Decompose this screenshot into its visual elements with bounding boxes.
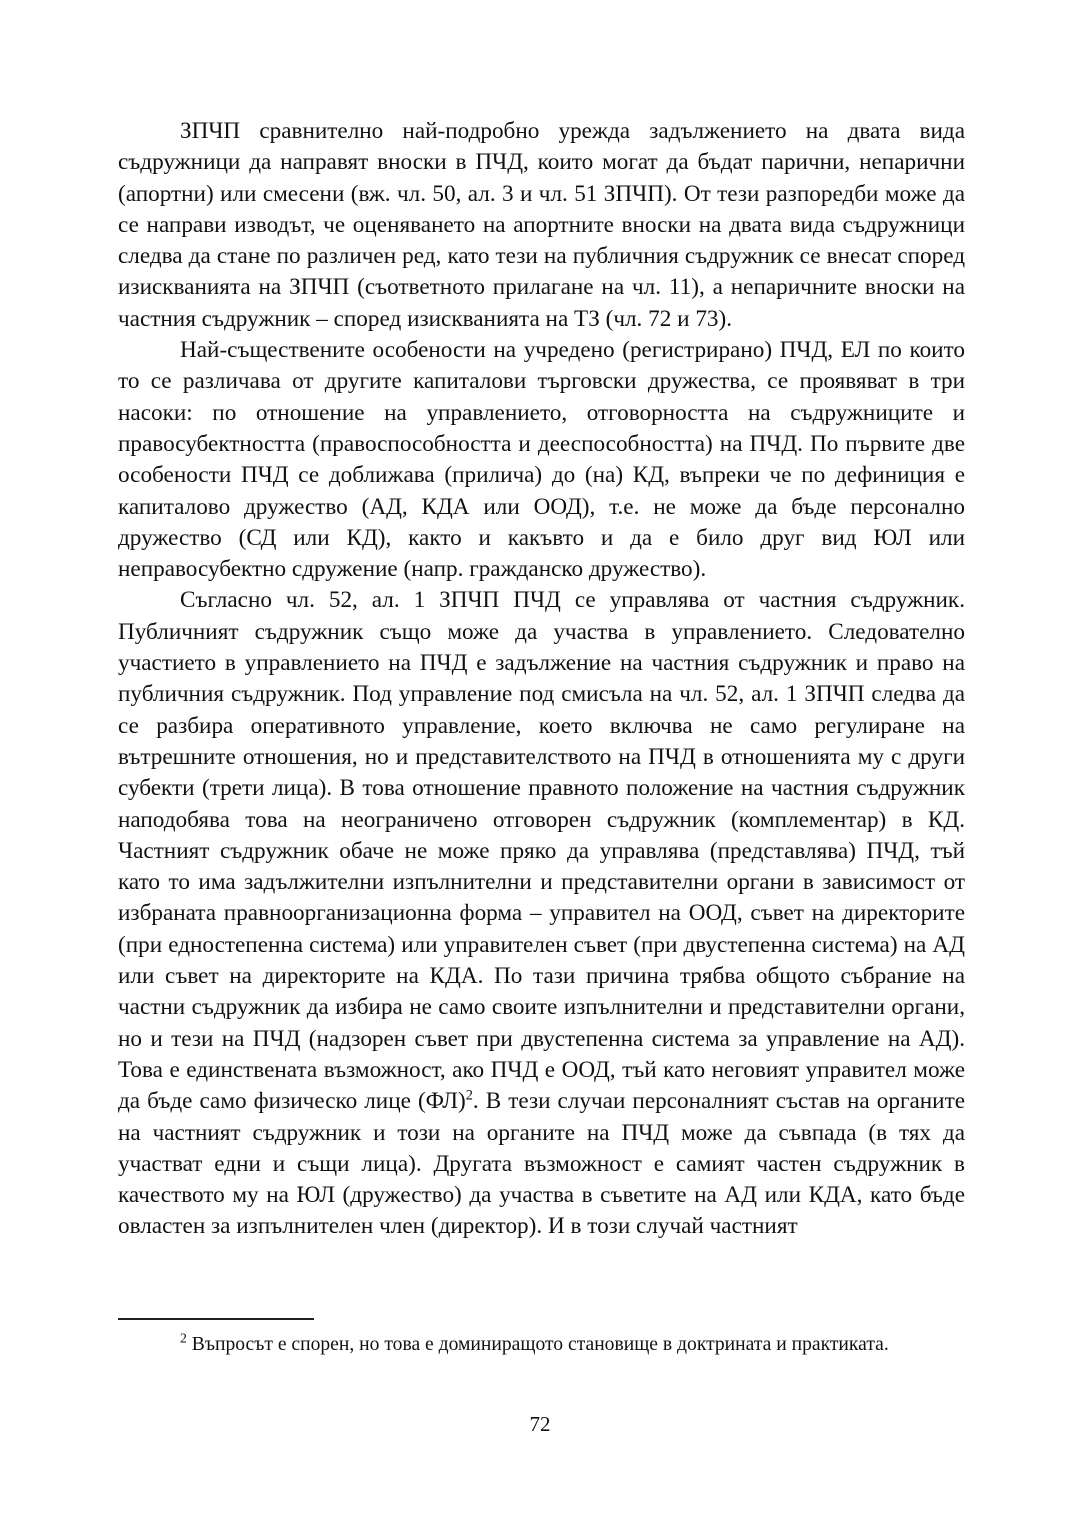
footnote-reference[interactable]: 2: [465, 1087, 473, 1104]
paragraph-3-text-before-note: Съгласно чл. 52, ал. 1 ЗПЧП ПЧД се управлява от частния съдружник. Публичният съдружник също може да участва в управлението. Следователно участието в управлението на ПЧД е задължение на частния съдружник и право на публичния съдружник. Под управление под смисъла на чл. 52, ал. 1 ЗПЧП следва да се разбира оперативното управление, което включва не само регулиране на вътрешните отношения, но и представителството на ПЧД в отношенията му с други субекти (трети лица). В това отношение правното положение на частния съдружник наподобява това на неограничено отговорен съдружник (комплементар) в КД. Частният съдружник обаче не може пряко да управлява (представлява) ПЧД, тъй като то има задължителни изпълнителни и представителни органи в зависимост от избраната правноорганизационна форма – управител на ООД, съвет на директорите (при едностепенна система) или управителен съвет (при двустепенна система) на АД или съвет на директорите на КДА. По тази причина трябва общото събрание на частни съдружник да избира не само своите изпълнителни и представителни органи, но и тези на ПЧД (надзорен съвет при двустепенна система за управление на АД). Това е единствената възможност, ако ПЧД е ООД, тъй като неговият управител може да бъде само физическо лице (ФЛ): [118, 587, 965, 1115]
footnote-text: Въпросът е спорен, но това е доминиращото становище в доктрината и практиката.: [186, 1334, 889, 1355]
paragraph-3-text-after-note: . В тези случаи персоналният състав на органите на частният съдружник и този на органите на ПЧД може да съвпада (в тях да участват едни и същи лица). Другата възможност е самият частен съдружник в качеството му на ЮЛ (дружество) да участва в съветите на АД или КДА, като бъде овластен за изпълнителен член (директор). И в този случай частният: [118, 1088, 965, 1240]
page-number: 72: [529, 1412, 551, 1436]
footnote: [118, 1331, 965, 1358]
main-text: [118, 116, 965, 1243]
paragraph-1: ЗПЧП сравнително най-подробно урежда задължението на двата вида съдружници да направят вноски в ПЧД, които могат да бъдат парични, непарични (апортни) или смесени (вж. чл. 50, ал. 3 и чл. 51 ЗПЧП). От тези разпоредби може да се направи изводът, че оценяването на апортните вноски на двата вида съдружници следва да стане по различен ред, като тези на публичния съдружник се внесат според изискванията на ЗПЧП (съответното прилагане на чл. 11), а непаричните вноски на частния съдружник – според изискванията на ТЗ (чл. 72 и 73).: [118, 118, 965, 332]
footnote-separator: [118, 1318, 314, 1320]
footnote-mark: 2: [180, 1330, 187, 1346]
paragraph-3: [118, 585, 965, 1242]
paragraph-2: Най-съществените особености на учредено (регистрирано) ПЧД, ЕЛ по които то се различава от другите капиталови търговски дружества, се проявяват в три насоки: по отношение на управлението, отговорността на съдружниците и правосубектността (правоспособността и дееспособността) на ПЧД. По първите две особености ПЧД се доближава (прилича) до (на) КД, въпреки че по дефиниция е капиталово дружество (АД, КДА или ООД), т.е. не може да бъде персонално дружество (СД или КД), както и какъвто и да е било друг вид ЮЛ или неправосубектно сдружение (напр. гражданско дружество).: [118, 337, 965, 583]
